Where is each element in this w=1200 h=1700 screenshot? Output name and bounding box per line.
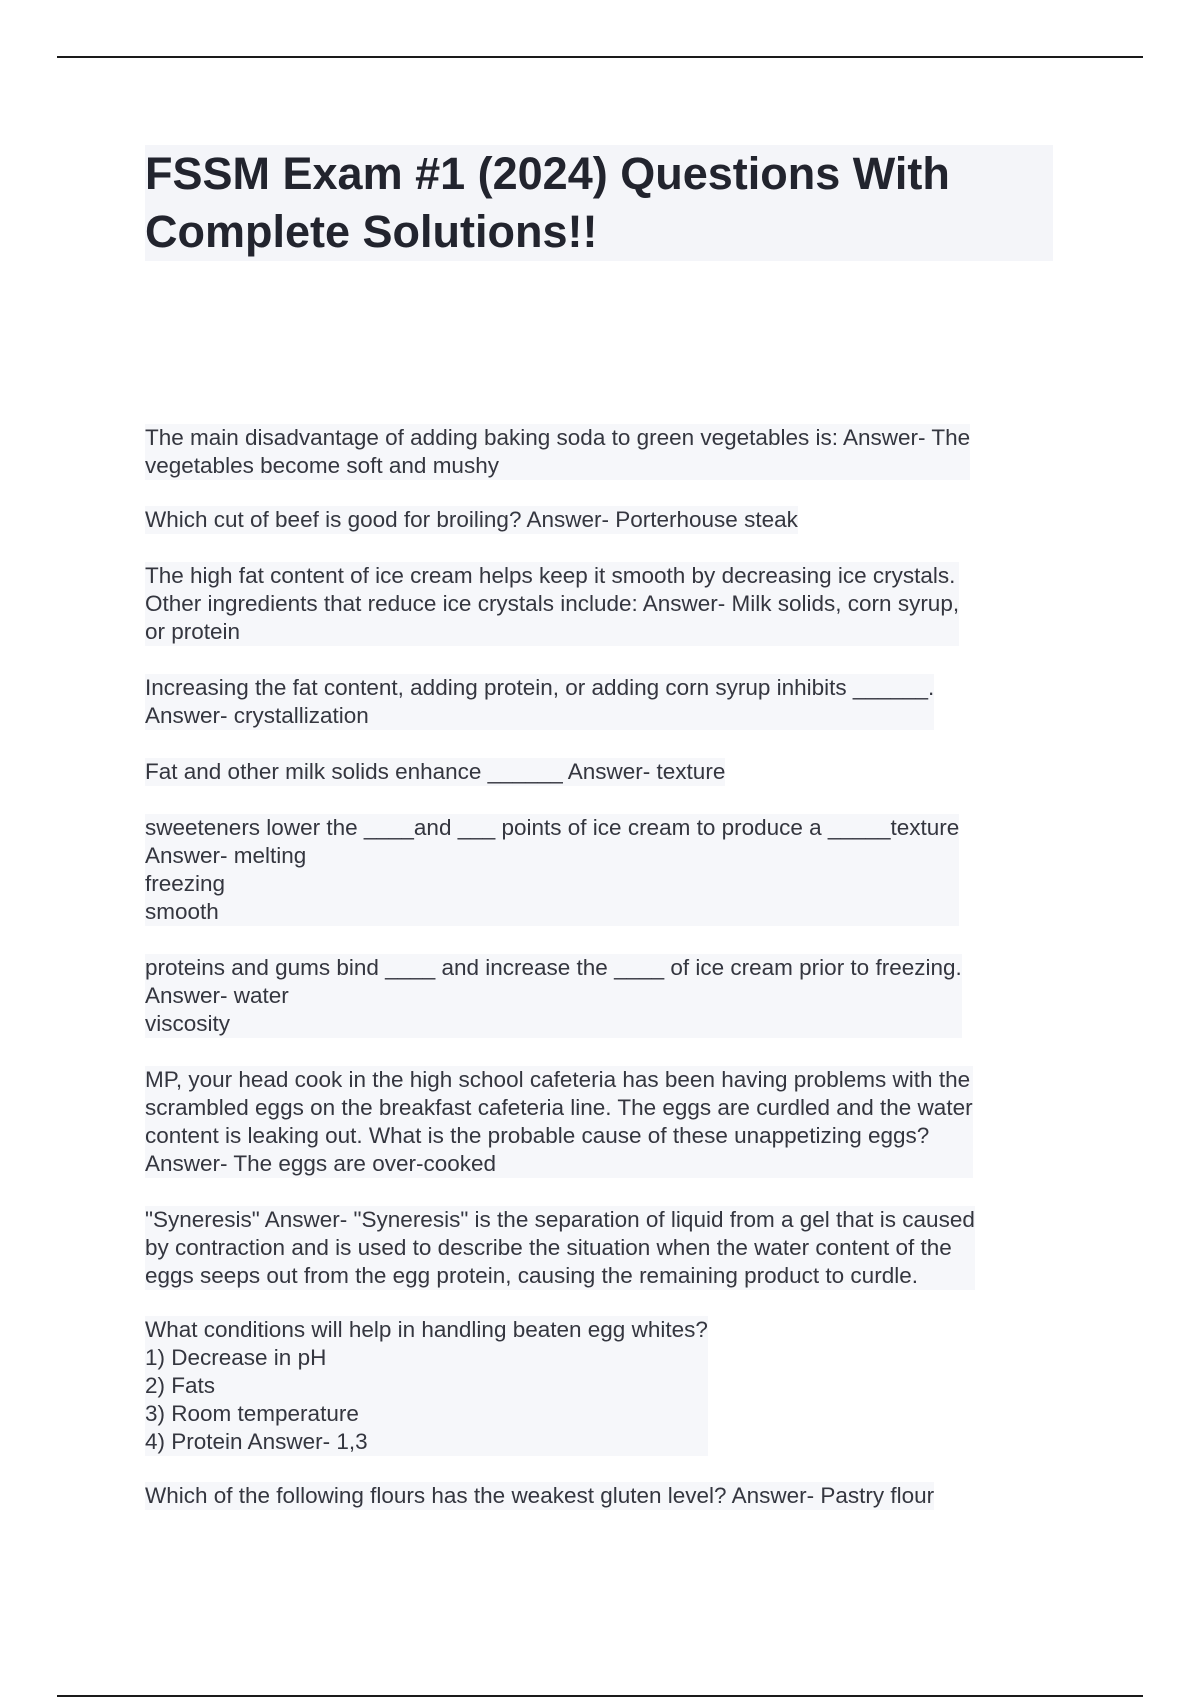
question-item: MP, your head cook in the high school cafeteria has been having problems with the scrambled eggs on the breakfast cafeteria line. The eggs are curdled and the water content is leaking out. What is the probable cause of these unappetizing eggs? Answer- The eggs are over-cooked [145,1067,973,1176]
question-list [145,424,1045,1510]
question-item: Fat and other milk solids enhance ______ Answer- texture [145,759,726,784]
question-item: Which cut of beef is good for broiling? Answer- Porterhouse steak [145,507,798,532]
question-item: The main disadvantage of adding baking soda to green vegetables is: Answer- The vegetables become soft and mushy [145,425,971,478]
top-rule [57,56,1143,58]
title-block [145,145,1053,261]
question-item: The high fat content of ice cream helps keep it smooth by decreasing ice crystals. Other ingredients that reduce ice crystals include: Answer- Milk solids, corn syrup, or protein [145,563,960,644]
question-item: Increasing the fat content, adding protein, or adding corn syrup inhibits ______. Answer- crystallization [145,675,935,728]
question-item: Which of the following flours has the weakest gluten level? Answer- Pastry flour [145,1483,935,1508]
question-item: proteins and gums bind ____ and increase the ____ of ice cream prior to freezing. Answer- water viscosity [145,955,962,1036]
document-title: FSSM Exam #1 (2024) Questions With Complete Solutions!! [145,148,950,257]
question-item: sweeteners lower the ____and ___ points of ice cream to produce a _____texture Answer- melting freezing smooth [145,815,960,924]
bottom-rule [57,1695,1143,1697]
question-item: "Syneresis" Answer- "Syneresis" is the separation of liquid from a gel that is caused by contraction and is used to describe the situation when the water content of the eggs seeps out from the egg protein, causing the remaining product to curdle. [145,1207,975,1288]
question-item: What conditions will help in handling beaten egg whites? 1) Decrease in pH 2) Fats 3) Room temperature 4) Protein Answer- 1,3 [145,1317,708,1454]
